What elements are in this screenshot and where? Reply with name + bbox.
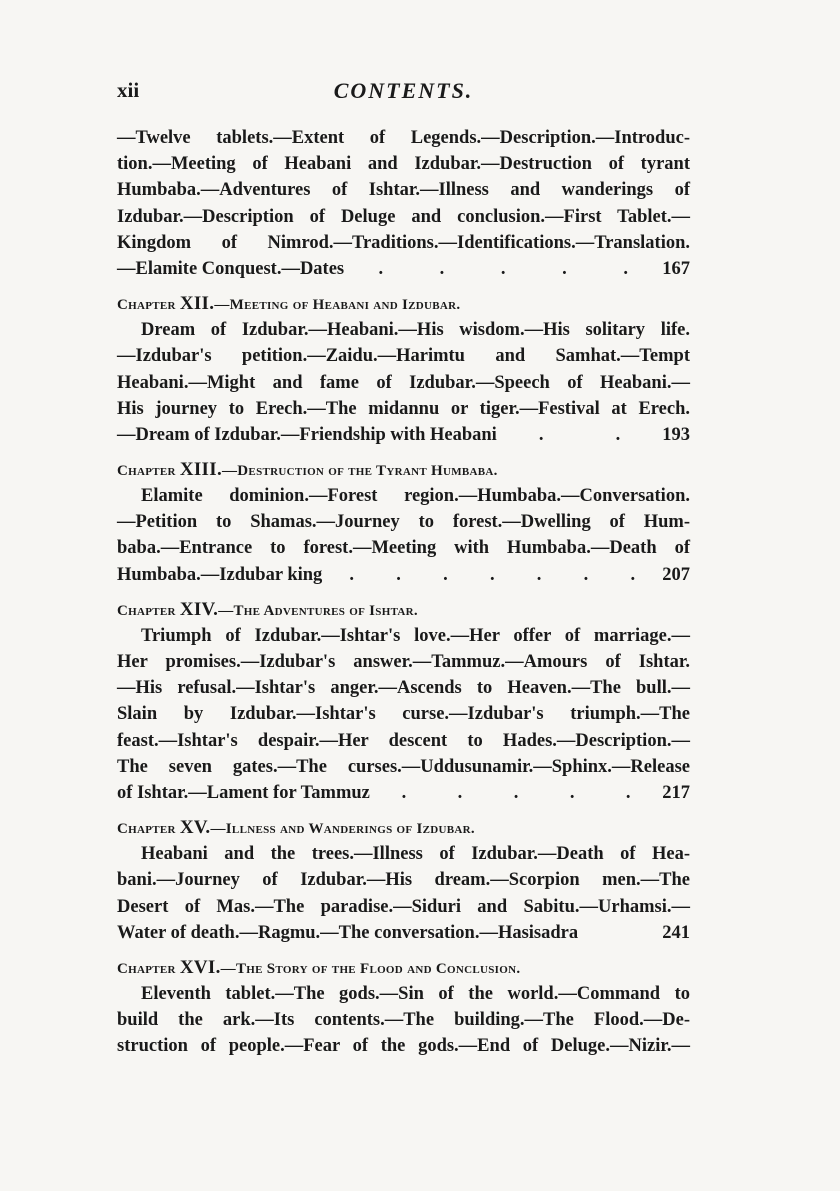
contents-body [117,125,690,1059]
entry-line: —Petition to Shamas.—Journey to forest.—Dwelling of Hum- [117,512,690,533]
entry-last-line [117,256,690,282]
entry-line: Slain by Izdubar.—Ishtar's curse.—Izdubar's triumph.—The [117,704,690,725]
page-header [117,78,690,114]
chapter-label: Chapter [117,463,176,480]
chapter-number: XIV. [179,598,219,620]
chapter-title: —The Adventures of Ishtar. [218,602,418,619]
page-number: 207 [662,564,690,585]
chapter-heading [117,815,690,841]
chapter-number: XVI. [179,956,221,978]
leader-dots: . . . . . [401,782,631,803]
entry-line: Kingdom of Nimrod.—Traditions.—Identifications.—Translation. [117,232,690,253]
entry-line: —His refusal.—Ishtar's anger.—Ascends to Heaven.—The bull.— [117,678,690,699]
leader-dots: . . . . . . . [349,564,636,585]
chapter-title: —Meeting of Heabani and Izdubar. [214,297,461,314]
chapter-label: Chapter [117,960,176,977]
chapter-entry [117,955,690,1060]
entry-line: The seven gates.—The curses.—Uddusunamir.—Sphinx.—Release [117,756,690,777]
entry-line: baba.—Entrance to forest.—Meeting with Humbaba.—Death of [117,538,690,559]
chapter-heading [117,291,690,317]
entry-line: —Izdubar's petition.—Zaidu.—Harimtu and Samhat.—Tempt [117,346,690,367]
leader-dots: . . [538,424,621,445]
entry-line: build the ark.—Its contents.—The building.—The Flood.—De- [117,1010,690,1031]
entry-last-text: Water of death.—Ragmu.—The conversation.—Hasisadra [117,922,579,943]
chapter-heading [117,597,690,623]
entry-line: Desert of Mas.—The paradise.—Siduri and Sabitu.—Urhamsi.— [117,896,690,917]
leader-dots: . . . . . [378,258,628,279]
page-folio: xii [117,78,140,102]
chapter-label: Chapter [117,602,176,619]
entry-line: Humbaba.—Adventures of Ishtar.—Illness and wanderings of [117,180,690,201]
page-number: 167 [662,258,690,279]
continuation-entry [117,125,690,282]
page-number: 241 [662,922,690,943]
chapter-entry [117,291,690,448]
entry-line: struction of people.—Fear of the gods.—End of Deluge.—Nizir.— [117,1036,690,1057]
entry-line: tion.—Meeting of Heabani and Izdubar.—Destruction of tyrant [117,154,690,175]
chapter-entry [117,597,690,806]
entry-last-text: of Ishtar.—Lament for Tammuz [117,782,370,803]
entry-last-text: Humbaba.—Izdubar king [117,564,323,585]
chapter-heading [117,457,690,483]
entry-line: bani.—Journey of Izdubar.—His dream.—Scorpion men.—The [117,870,690,891]
chapter-number: XV. [179,817,211,839]
entry-line: feast.—Ishtar's despair.—Her descent to Hades.—Description.— [117,730,690,751]
chapter-title: —Illness and Wanderings of Izdubar. [210,821,475,838]
entry-line: Heabani.—Might and fame of Izdubar.—Speech of Heabani.— [117,372,690,393]
chapter-entry [117,815,690,946]
chapter-heading [117,955,690,981]
entry-last-line [117,422,690,448]
chapter-number: XIII. [179,459,222,481]
entry-line: Izdubar.—Description of Deluge and conclusion.—First Tablet.— [117,206,690,227]
entry-line: Triumph of Izdubar.—Ishtar's love.—Her offer of marriage.— [141,625,690,646]
entry-last-text: —Elamite Conquest.—Dates [117,258,345,279]
chapter-label: Chapter [117,821,176,838]
entry-line: His journey to Erech.—The midannu or tiger.—Festival at Erech. [117,398,690,419]
page-number: 193 [662,424,690,445]
page-number: 217 [662,782,690,803]
entry-line: Heabani and the trees.—Illness of Izdubar.—Death of Hea- [141,844,690,865]
entry-line: Her promises.—Izdubar's answer.—Tammuz.—Amours of Ishtar. [117,652,690,672]
chapter-entry [117,457,690,588]
entry-line: Elamite dominion.—Forest region.—Humbaba.—Conversation. [141,486,690,507]
chapter-title: —The Story of the Flood and Conclusion. [220,960,521,977]
chapter-title: —Destruction of the Tyrant Humbaba. [222,463,498,480]
chapter-number: XII. [179,293,215,315]
entry-last-text: —Dream of Izdubar.—Friendship with Heabani [117,424,497,445]
entry-last-line [117,780,690,806]
chapter-label: Chapter [117,297,176,314]
entry-last-line [117,562,690,588]
entry-line: Eleventh tablet.—The gods.—Sin of the world.—Command to [141,983,690,1004]
entry-last-line [117,920,690,946]
running-title: CONTENTS. [333,78,474,103]
entry-line: —Twelve tablets.—Extent of Legends.—Description.—Introduc- [117,128,690,148]
entry-line: Dream of Izdubar.—Heabani.—His wisdom.—His solitary life. [141,320,690,341]
